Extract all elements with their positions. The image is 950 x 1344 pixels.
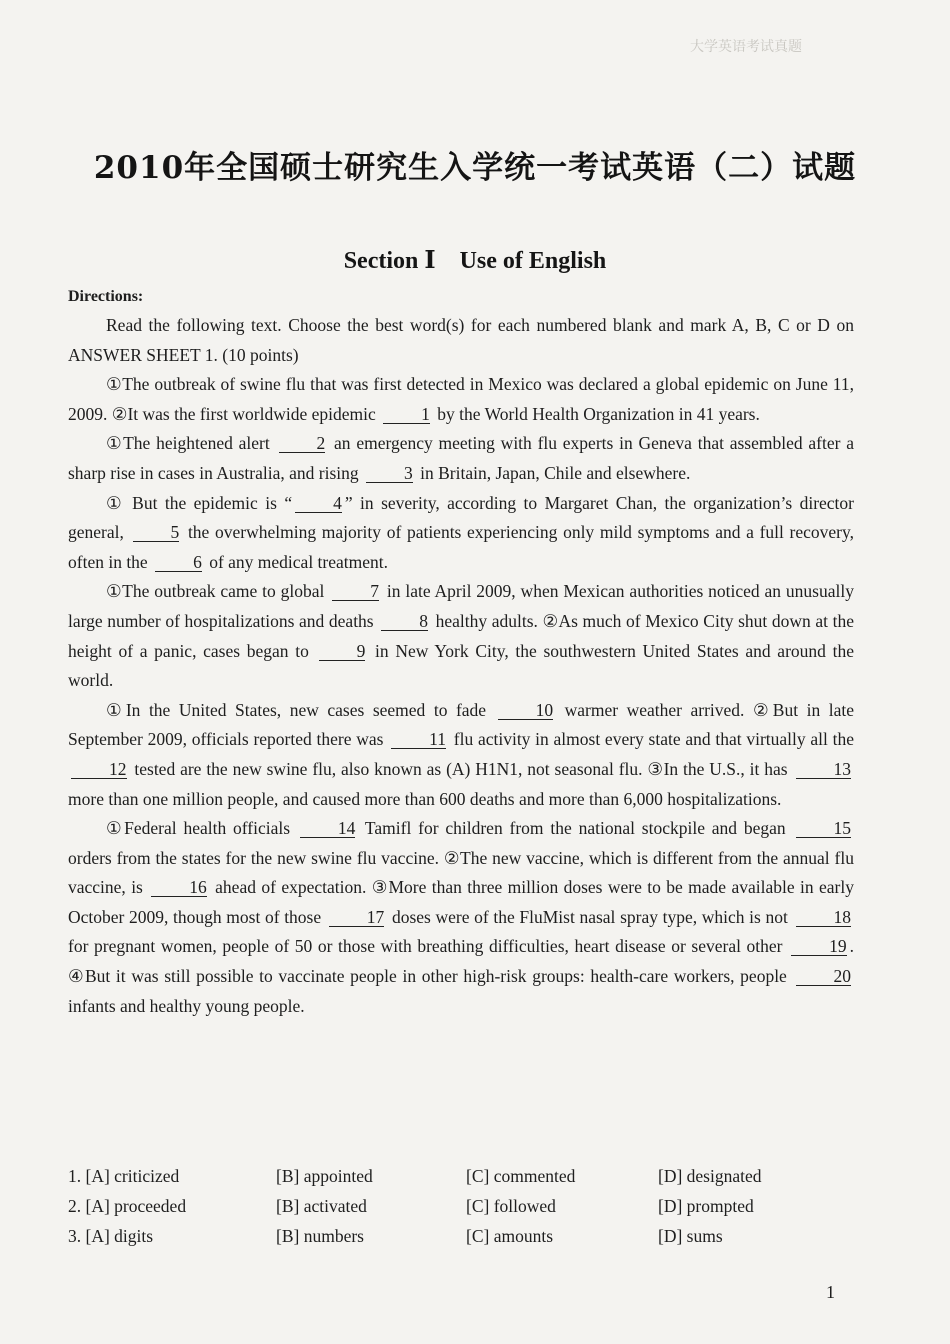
running-header-ghost: 大学英语考试真题 [690,40,802,55]
passage-text: of any medical treatment. [204,551,389,572]
option-choice[interactable]: 1. [A] criticized [68,1166,180,1186]
section-title: Section Ⅰ Use of English [343,248,607,274]
option-choice[interactable]: [D] designated [658,1166,762,1186]
blank-11[interactable]: 11 [391,730,446,749]
option-row [68,1226,854,1256]
blank-14[interactable]: 14 [300,819,356,838]
passage-paragraph [68,814,854,1021]
passage-text: healthy adults. ②As much of Mexico City shut down at the height of a panic, cases began to [68,610,854,661]
passage-paragraph [68,370,854,429]
option-choice[interactable]: 3. [A] digits [68,1226,154,1246]
passage-body [68,311,854,1021]
option-choice[interactable]: [D] sums [658,1226,723,1246]
blank-1[interactable]: 1 [383,405,430,424]
passage-text: infants and healthy young people. [68,995,305,1016]
blank-8[interactable]: 8 [381,612,428,631]
passage-paragraph [68,489,854,578]
blank-3[interactable]: 3 [366,464,413,483]
passage-text: for pregnant women, people of 50 or those with breathing difficulties, heart disease or several other [68,936,789,957]
passage-text: ①In the United States, new cases seemed to fade [106,699,495,720]
option-choice[interactable]: [B] appointed [276,1166,373,1186]
passage-text: ①The heightened alert [106,433,276,454]
option-choice[interactable]: [C] commented [466,1166,576,1186]
passage-paragraph [68,577,854,695]
passage-text: ①Federal health officials [106,818,297,839]
passage-text: ① But the epidemic is “ [106,492,293,513]
option-choice[interactable]: [D] prompted [658,1196,754,1216]
directions-label: Directions: [68,288,144,305]
blank-10[interactable]: 10 [498,701,554,720]
passage-text: tested are the new swine flu, also known as (A) H1N1, not seasonal flu. ③In the U.S., it has [129,758,793,779]
blank-6[interactable]: 6 [155,553,202,572]
page-number: 1 [826,1282,835,1302]
passage-paragraph [68,429,854,488]
option-choice[interactable]: 2. [A] proceeded [68,1196,187,1216]
passage-text: Tamifl for children from the national stockpile and began [358,818,793,839]
blank-5[interactable]: 5 [133,523,180,542]
blank-13[interactable]: 13 [796,760,852,779]
directions-text: Read the following text. Choose the best word(s) for each numbered blank and mark A, B, C or D on ANSWER SHEET 1. (10 points) [68,315,854,365]
option-row [68,1196,854,1226]
passage-text: flu activity in almost every state and that virtually all the [449,729,854,750]
passage-text: ①The outbreak came to global [106,581,330,602]
passage-text: the overwhelming majority of patients experiencing only mild symptoms and a full recovery, often in the [68,522,854,572]
passage-text: orders from the states for the new swine flu vaccine. ②The new vaccine, which is different from the annual flu vaccine, is [68,847,854,898]
passage-text: ” in severity, according to Margaret Chan, the organization’s director general, [68,492,854,543]
answer-options [68,1166,854,1256]
passage-text: an emergency meeting with flu experts in Geneva that assembled after a sharp rise in cases in Australia, and rising [68,433,854,483]
blank-2[interactable]: 2 [279,434,326,453]
passage-text: . ④But it was still possible to vaccinate people in other high-risk groups: health-care workers, people [68,936,854,987]
blank-18[interactable]: 18 [796,908,852,927]
passage-text: warmer weather arrived. ②But in late September 2009, officials reported there was [68,699,854,750]
option-choice[interactable]: [B] numbers [276,1226,364,1246]
passage-text: more than one million people, and caused more than 600 deaths and more than 6,000 hospitalizations. [68,788,782,809]
passage-text: by the World Health Organization in 41 years. [432,403,760,424]
option-row [68,1166,854,1196]
passage-text: ahead of expectation. ③More than three million doses were to be made available in early October 2009, though most of those [68,877,854,927]
blank-7[interactable]: 7 [332,582,379,601]
passage-text: doses were of the FluMist nasal spray type, which is not [387,906,793,927]
blank-17[interactable]: 17 [329,908,385,927]
blank-20[interactable]: 20 [796,967,852,986]
blank-16[interactable]: 16 [151,878,207,897]
blank-15[interactable]: 15 [796,819,852,838]
passage-text: in late April 2009, when Mexican authorities noticed an unusually large number of hospitalizations and deaths [68,581,854,631]
blank-19[interactable]: 19 [791,937,847,956]
option-choice[interactable]: [B] activated [276,1196,367,1216]
blank-9[interactable]: 9 [319,642,366,661]
blank-12[interactable]: 12 [71,760,127,779]
option-choice[interactable]: [C] followed [466,1196,556,1216]
option-choice[interactable]: [C] amounts [466,1226,554,1246]
passage-text: ①The outbreak of swine flu that was first detected in Mexico was declared a global epidemic on June 11, 2009. ②It was the first worldwide epidemic [68,374,854,424]
passage-text: in New York City, the southwestern United States and around the world. [68,640,854,691]
passage-paragraph [68,696,854,814]
exam-title: 2010年全国硕士研究生入学统一考试英语（二）试题 [93,150,857,186]
blank-4[interactable]: 4 [295,494,342,513]
passage-text: in Britain, Japan, Chile and elsewhere. [415,462,691,483]
